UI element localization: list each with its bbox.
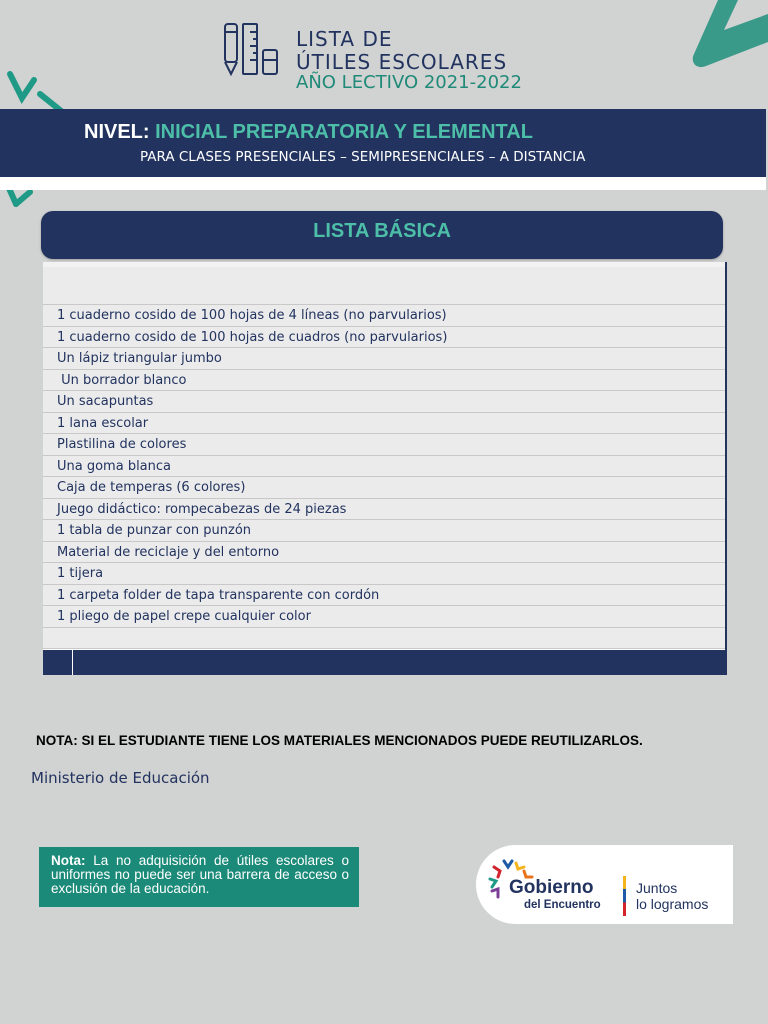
list-item: 1 lana escolar (43, 413, 725, 435)
list-item: 1 tabla de punzar con punzón (43, 520, 725, 542)
header-title-line2: ÚTILES ESCOLARES (296, 50, 508, 74)
level-band (0, 109, 766, 177)
divider-strip (0, 177, 766, 190)
list-item: Un borrador blanco (43, 370, 725, 392)
footer-divider (72, 650, 73, 675)
list-item: Plastilina de colores (43, 434, 725, 456)
logo-slogan-line2: lo logramos (636, 896, 709, 912)
header-title-line1: LISTA DE (296, 27, 393, 51)
table-blank-row (43, 628, 725, 650)
level-heading (84, 121, 533, 144)
supplies-table (43, 262, 727, 675)
list-item: 1 cuaderno cosido de 100 hojas de cuadros (no parvularios) (43, 327, 725, 349)
list-title: LISTA BÁSICA (313, 220, 451, 242)
list-item: Juego didáctico: rompecabezas de 24 piezas (43, 499, 725, 521)
logo-slogan-line1: Juntos (636, 880, 678, 896)
list-item: Material de reciclaje y del entorno (43, 542, 725, 564)
list-item: 1 carpeta folder de tapa transparente con cordón (43, 585, 725, 607)
level-value: INICIAL PREPARATORIA Y ELEMENTAL (155, 121, 533, 143)
list-item: Un sacapuntas (43, 391, 725, 413)
level-label: NIVEL: (84, 121, 150, 143)
reuse-note: NOTA: SI EL ESTUDIANTE TIENE LOS MATERIALES MENCIONADOS PUEDE REUTILIZARLOS. (36, 733, 643, 748)
access-note-text (51, 854, 349, 896)
school-supplies-icon (222, 22, 280, 78)
header-school-year: AÑO LECTIVO 2021-2022 (296, 72, 522, 93)
class-modalities: PARA CLASES PRESENCIALES – SEMIPRESENCIALES – A DISTANCIA (140, 149, 586, 165)
table-header-row (43, 262, 725, 305)
logo-subtitle: del Encuentro (524, 899, 601, 911)
table-footer (43, 649, 725, 675)
logo-divider (623, 876, 626, 916)
list-item: 1 cuaderno cosido de 100 hojas de 4 líneas (no parvularios) (43, 305, 725, 327)
access-note-box (39, 847, 359, 907)
logo-name: Gobierno (509, 877, 594, 898)
list-item: Un lápiz triangular jumbo (43, 348, 725, 370)
ministry-name: Ministerio de Educación (31, 769, 210, 787)
list-item: Caja de temperas (6 colores) (43, 477, 725, 499)
list-item: 1 pliego de papel crepe cualquier color (43, 606, 725, 628)
list-item: 1 tijera (43, 563, 725, 585)
corner-arrow-decoration (688, 0, 768, 72)
access-note-body: La no adquisición de útiles escolares o uniformes no puede ser una barrera de acceso o exclusión de la educación. (51, 853, 349, 896)
list-item: Una goma blanca (43, 456, 725, 478)
government-logo (476, 845, 733, 924)
list-header (41, 211, 723, 259)
access-note-label: Nota: (51, 853, 86, 868)
